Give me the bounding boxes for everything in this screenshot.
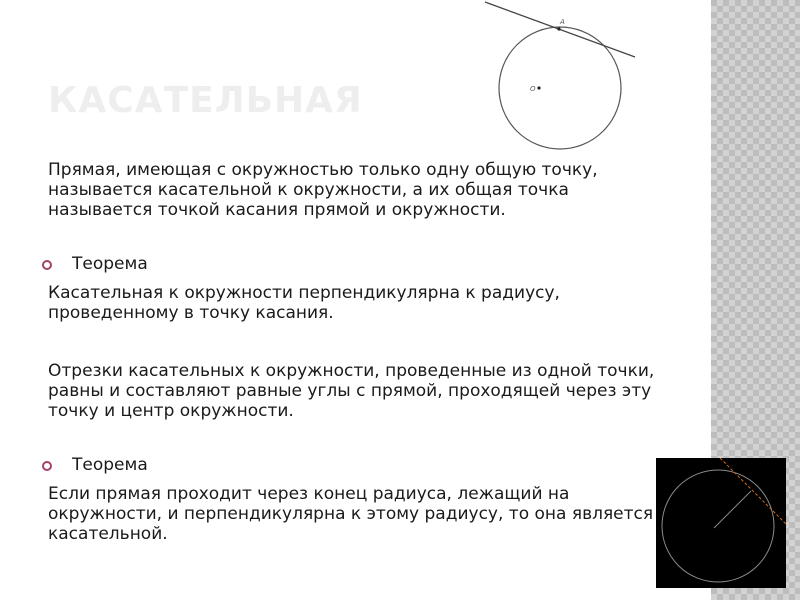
theorem2-heading	[48, 455, 658, 475]
segments-property-paragraph: Отрезки касательных к окружности, проведенные из одной точки, равны и составляют равные углы с прямой, проходящей через эту точку и центр окружности.	[48, 361, 655, 421]
bullet-icon	[42, 461, 52, 471]
dark-tangent-diagram	[656, 458, 786, 588]
point-a-label: A	[560, 18, 565, 26]
theorem2-text: Если прямая проходит через конец радиуса, лежащий на окружности, и перпендикулярна к этому радиусу, то она является касательной.	[48, 484, 654, 544]
theorem2-heading-text: Теорема	[72, 455, 148, 475]
center-o-dot	[537, 86, 540, 89]
theorem1-text: Касательная к окружности перпендикулярна к радиусу, проведенному в точку касания.	[48, 283, 560, 323]
dark-radius-line	[714, 491, 751, 528]
point-a-dot	[557, 27, 560, 30]
point-o-label: O	[530, 85, 536, 93]
bullet-icon	[42, 260, 52, 270]
theorem1-heading-text: Теорема	[72, 254, 148, 274]
dark-tangent-line	[720, 458, 786, 524]
slide-body	[48, 160, 658, 544]
slide-title: КАСАТЕЛЬНАЯ	[48, 80, 363, 121]
tangent-circle-diagram	[470, 0, 650, 150]
theorem1-heading	[48, 254, 658, 274]
definition-paragraph: Прямая, имеющая с окружностью только одну общую точку, называется касательной к окружности, а их общая точка называется точкой касания прямой и окружности.	[48, 160, 598, 220]
dark-circle-outline	[662, 470, 774, 582]
